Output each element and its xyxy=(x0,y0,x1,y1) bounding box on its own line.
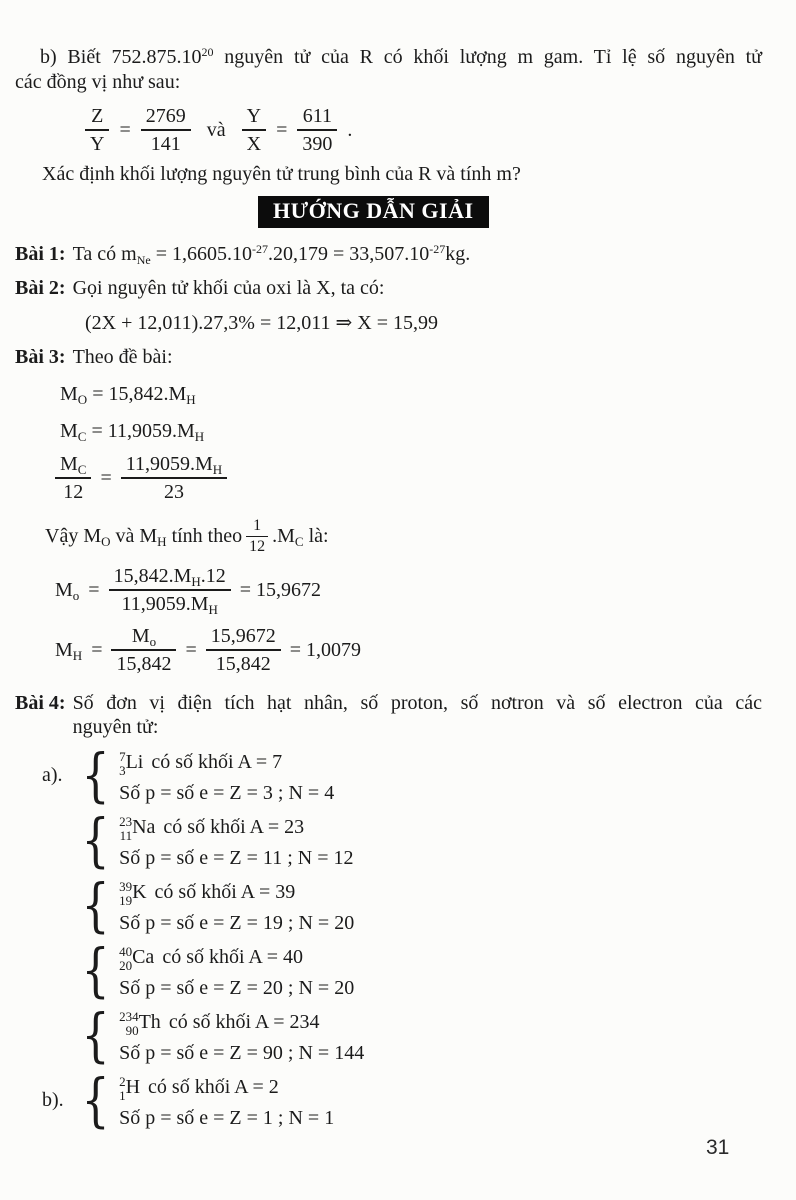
fraction-y-x xyxy=(242,105,266,155)
conclusion-pre: Vậy M xyxy=(45,524,102,547)
fraction-z-y xyxy=(85,105,109,155)
exercise-1-text: Ta có m xyxy=(72,243,137,265)
case-line-1-text: có số khối A = 40 xyxy=(162,946,304,969)
case-content xyxy=(119,942,354,999)
case-line-1 xyxy=(119,812,353,843)
conclusion-mid: và M xyxy=(110,524,158,547)
mass-number: 2 xyxy=(119,1073,126,1089)
symbol-m: M xyxy=(131,625,150,648)
case-row-h xyxy=(15,1067,762,1135)
equation-text: 11,9059.M xyxy=(121,593,209,616)
fraction-numerator: Y xyxy=(246,105,262,127)
fraction-numerator: 1 xyxy=(253,517,262,534)
conclusion-post: là: xyxy=(303,524,329,547)
fraction-mo-15842 xyxy=(111,625,176,675)
part-label-b: b). xyxy=(42,1089,64,1112)
exercise-2-intro: Gọi nguyên tử khối của oxi là X, ta có: xyxy=(72,277,385,299)
fraction-denominator xyxy=(109,589,231,618)
subscript-o: O xyxy=(77,392,88,407)
lhs-mh xyxy=(55,639,82,662)
exercise-1-text: = 1,6605.10 xyxy=(150,243,252,265)
case-line-1 xyxy=(119,1072,334,1103)
atomic-number: 90 xyxy=(125,1022,139,1038)
page-number: 31 xyxy=(706,1136,730,1159)
equation-text: 11,9059.M xyxy=(125,453,213,475)
exercise-1 xyxy=(15,242,762,266)
fraction-numerator: Z xyxy=(91,105,104,127)
equation-text: .12 xyxy=(200,565,226,588)
fraction-119059-23 xyxy=(121,453,227,503)
element-symbol: Ca xyxy=(132,946,155,969)
equation-text: = 11,9059.M xyxy=(86,420,195,442)
case-line-2: Số p = số e = Z = 3 ; N = 4 xyxy=(119,782,335,805)
subscript-h: H xyxy=(186,392,196,407)
case-line-2: Số p = số e = Z = 11 ; N = 12 xyxy=(119,847,354,870)
fraction-611-390 xyxy=(297,105,337,155)
period: . xyxy=(347,118,353,141)
equation-text: 15,842.M xyxy=(113,565,192,588)
atomic-number: 1 xyxy=(119,1087,126,1103)
conjunction-va: và xyxy=(206,118,226,141)
case-content xyxy=(119,747,334,804)
mass-number: 7 xyxy=(119,748,126,764)
fraction-mc-12 xyxy=(55,453,91,503)
result-value: = 1,0079 xyxy=(289,638,362,661)
symbol-m: M xyxy=(60,453,78,475)
subscript-c: C xyxy=(77,462,87,477)
fraction-numerator xyxy=(111,625,176,649)
exercise-4-intro-line1: Số đơn vị điện tích hạt nhân, số proton, số nơtron và số electron của các xyxy=(72,692,762,715)
mass-number: 39 xyxy=(119,878,133,894)
mass-number: 234 xyxy=(119,1008,139,1024)
problem-line-1-pre: b) Biết 752.875.10 xyxy=(40,46,202,68)
cases-brace: { xyxy=(81,1067,110,1135)
fraction-denominator: 141 xyxy=(141,129,191,155)
case-line-2: Số p = số e = Z = 20 ; N = 20 xyxy=(119,977,355,1000)
fraction-numerator xyxy=(109,565,231,589)
equals-sign: = xyxy=(119,118,131,141)
symbol-m: M xyxy=(60,420,78,442)
case-line-1-text: có số khối A = 23 xyxy=(163,816,305,839)
equation-text: = 15,842.M xyxy=(87,383,187,405)
exercise-3 xyxy=(15,345,762,369)
case-line-1 xyxy=(119,877,354,908)
case-row-k xyxy=(15,872,762,940)
equation-mc-fraction xyxy=(15,453,762,503)
case-line-1-text: có số khối A = 39 xyxy=(154,881,296,904)
case-content xyxy=(119,1007,364,1064)
case-row-ca xyxy=(15,937,762,1005)
fraction-numerator: 2769 xyxy=(145,105,186,127)
isotope-ratio-row xyxy=(15,105,762,155)
cases-brace: { xyxy=(81,807,110,875)
fraction-denominator: 23 xyxy=(121,477,227,503)
fraction-numerator: 15,9672 xyxy=(210,625,276,648)
case-line-1-text: có số khối A = 2 xyxy=(148,1076,279,1099)
nuclide-k xyxy=(119,880,132,908)
lhs-mo xyxy=(55,579,79,602)
atomic-number: 20 xyxy=(119,957,133,973)
symbol-m: M xyxy=(60,383,78,405)
exercise-2-equation: (2X + 12,011).27,3% = 12,011 ⇒ X = 15,99 xyxy=(85,312,438,334)
mass-number: 23 xyxy=(119,813,133,829)
subscript-h: H xyxy=(212,462,223,477)
solution-header-box: HƯỚNG DẪN GIẢI xyxy=(258,196,489,228)
fraction-denominator: 12 xyxy=(55,477,91,503)
problem-statement xyxy=(15,46,762,95)
case-line-1 xyxy=(119,747,334,778)
equals-sign: = xyxy=(100,466,112,489)
fraction-denominator: 15,842 xyxy=(111,649,176,675)
case-row-th xyxy=(15,1002,762,1070)
exponent-neg27: -27 xyxy=(429,242,446,256)
subscript-h: H xyxy=(157,533,167,549)
subscript-o: o xyxy=(149,634,157,650)
subscript-o: O xyxy=(101,533,111,549)
exercise-4-intro-line2: nguyên tử: xyxy=(72,716,159,739)
fraction-denominator: Y xyxy=(85,129,109,155)
cases-brace: { xyxy=(81,742,110,810)
mass-number: 40 xyxy=(119,943,133,959)
cases-brace: { xyxy=(81,872,110,940)
equals-sign: = xyxy=(185,638,197,661)
result-value: = 15,9672 xyxy=(239,578,322,601)
atomic-number: 3 xyxy=(119,762,126,778)
equation-mh-value xyxy=(15,625,762,675)
case-row-na xyxy=(15,807,762,875)
exercise-4 xyxy=(15,691,762,739)
part-label-a: a). xyxy=(42,764,63,787)
atomic-number: 19 xyxy=(119,892,133,908)
case-content xyxy=(119,877,354,934)
case-line-2: Số p = số e = Z = 1 ; N = 1 xyxy=(119,1107,335,1130)
subscript-c: C xyxy=(77,429,87,444)
subscript-h: H xyxy=(194,429,205,444)
subscript-o: o xyxy=(72,587,80,603)
nuclide-th xyxy=(119,1010,139,1038)
fraction-denominator: X xyxy=(242,129,266,155)
case-line-2: Số p = số e = Z = 90 ; N = 144 xyxy=(119,1042,365,1065)
fraction-159672-15842 xyxy=(206,625,281,675)
equals-sign: = xyxy=(276,118,288,141)
element-symbol: Th xyxy=(138,1011,161,1034)
nuclide-na xyxy=(119,815,132,843)
nuclide-h xyxy=(119,1075,126,1103)
problem-line-2: các đồng vị như sau: xyxy=(15,71,181,93)
symbol-m: M xyxy=(55,638,73,661)
exponent-20: 20 xyxy=(201,45,214,59)
case-content xyxy=(119,812,353,869)
exercise-1-text: .20,179 = 33,507.10 xyxy=(267,243,430,265)
exercise-3-intro: Theo đề bài: xyxy=(72,346,173,368)
subscript-h: H xyxy=(208,602,218,618)
nuclide-ca xyxy=(119,945,132,973)
element-symbol: Li xyxy=(125,751,144,774)
fraction-mo xyxy=(109,565,231,618)
exercise-2 xyxy=(15,276,762,300)
fraction-numerator xyxy=(121,453,227,477)
equals-sign: = xyxy=(91,638,103,661)
exercise-4-label: Bài 4: xyxy=(15,692,66,715)
equation-mo xyxy=(15,383,762,406)
fraction-denominator: 15,842 xyxy=(206,649,281,675)
conclusion-mid2: tính theo xyxy=(166,524,243,547)
case-line-1 xyxy=(119,1007,364,1038)
fraction-1-12 xyxy=(246,517,268,555)
conclusion-dot-m: .M xyxy=(272,524,295,547)
equals-sign: = xyxy=(88,578,100,601)
fraction-2769-141 xyxy=(141,105,191,155)
exercise-2-label: Bài 2: xyxy=(15,277,66,299)
question-line: Xác định khối lượng nguyên tử trung bình của R và tính m? xyxy=(42,163,521,185)
equation-mo-value xyxy=(15,565,762,618)
case-line-1 xyxy=(119,942,354,973)
element-symbol: K xyxy=(132,881,147,904)
exercise-1-label: Bài 1: xyxy=(15,243,66,265)
atomic-number: 11 xyxy=(119,827,133,843)
exercise-1-text: kg. xyxy=(445,243,471,265)
fraction-numerator xyxy=(55,453,91,477)
subscript-c: C xyxy=(294,533,304,549)
exercise-3-label: Bài 3: xyxy=(15,346,66,368)
exercise-4-intro xyxy=(73,691,762,739)
conclusion-line xyxy=(15,517,762,555)
case-line-1-text: có số khối A = 7 xyxy=(151,751,283,774)
nuclide-li xyxy=(119,750,126,778)
case-line-2: Số p = số e = Z = 19 ; N = 20 xyxy=(119,912,355,935)
fraction-denominator: 390 xyxy=(297,129,337,155)
exponent-neg27: -27 xyxy=(251,242,268,256)
conclusion-tail xyxy=(272,525,328,548)
element-symbol: H xyxy=(125,1076,141,1099)
conclusion-text xyxy=(45,525,242,548)
cases-brace: { xyxy=(81,1002,110,1070)
fraction-denominator: 12 xyxy=(246,536,268,556)
element-symbol: Na xyxy=(132,816,156,839)
problem-line-1 xyxy=(15,46,762,69)
subscript-ne: Ne xyxy=(136,253,151,267)
symbol-m: M xyxy=(55,578,73,601)
equation-mc xyxy=(15,420,762,443)
subscript-h: H xyxy=(72,647,83,663)
problem-line-1-post: nguyên tử của R có khối lượng m gam. Tỉ lệ số nguyên tử xyxy=(213,46,762,68)
case-line-1-text: có số khối A = 234 xyxy=(168,1011,320,1034)
solution-header-wrap xyxy=(15,196,762,228)
fraction-numerator: 611 xyxy=(302,105,332,127)
subscript-h: H xyxy=(191,574,201,590)
cases-brace: { xyxy=(81,937,110,1005)
case-row-li xyxy=(15,742,762,810)
case-content xyxy=(119,1072,334,1129)
